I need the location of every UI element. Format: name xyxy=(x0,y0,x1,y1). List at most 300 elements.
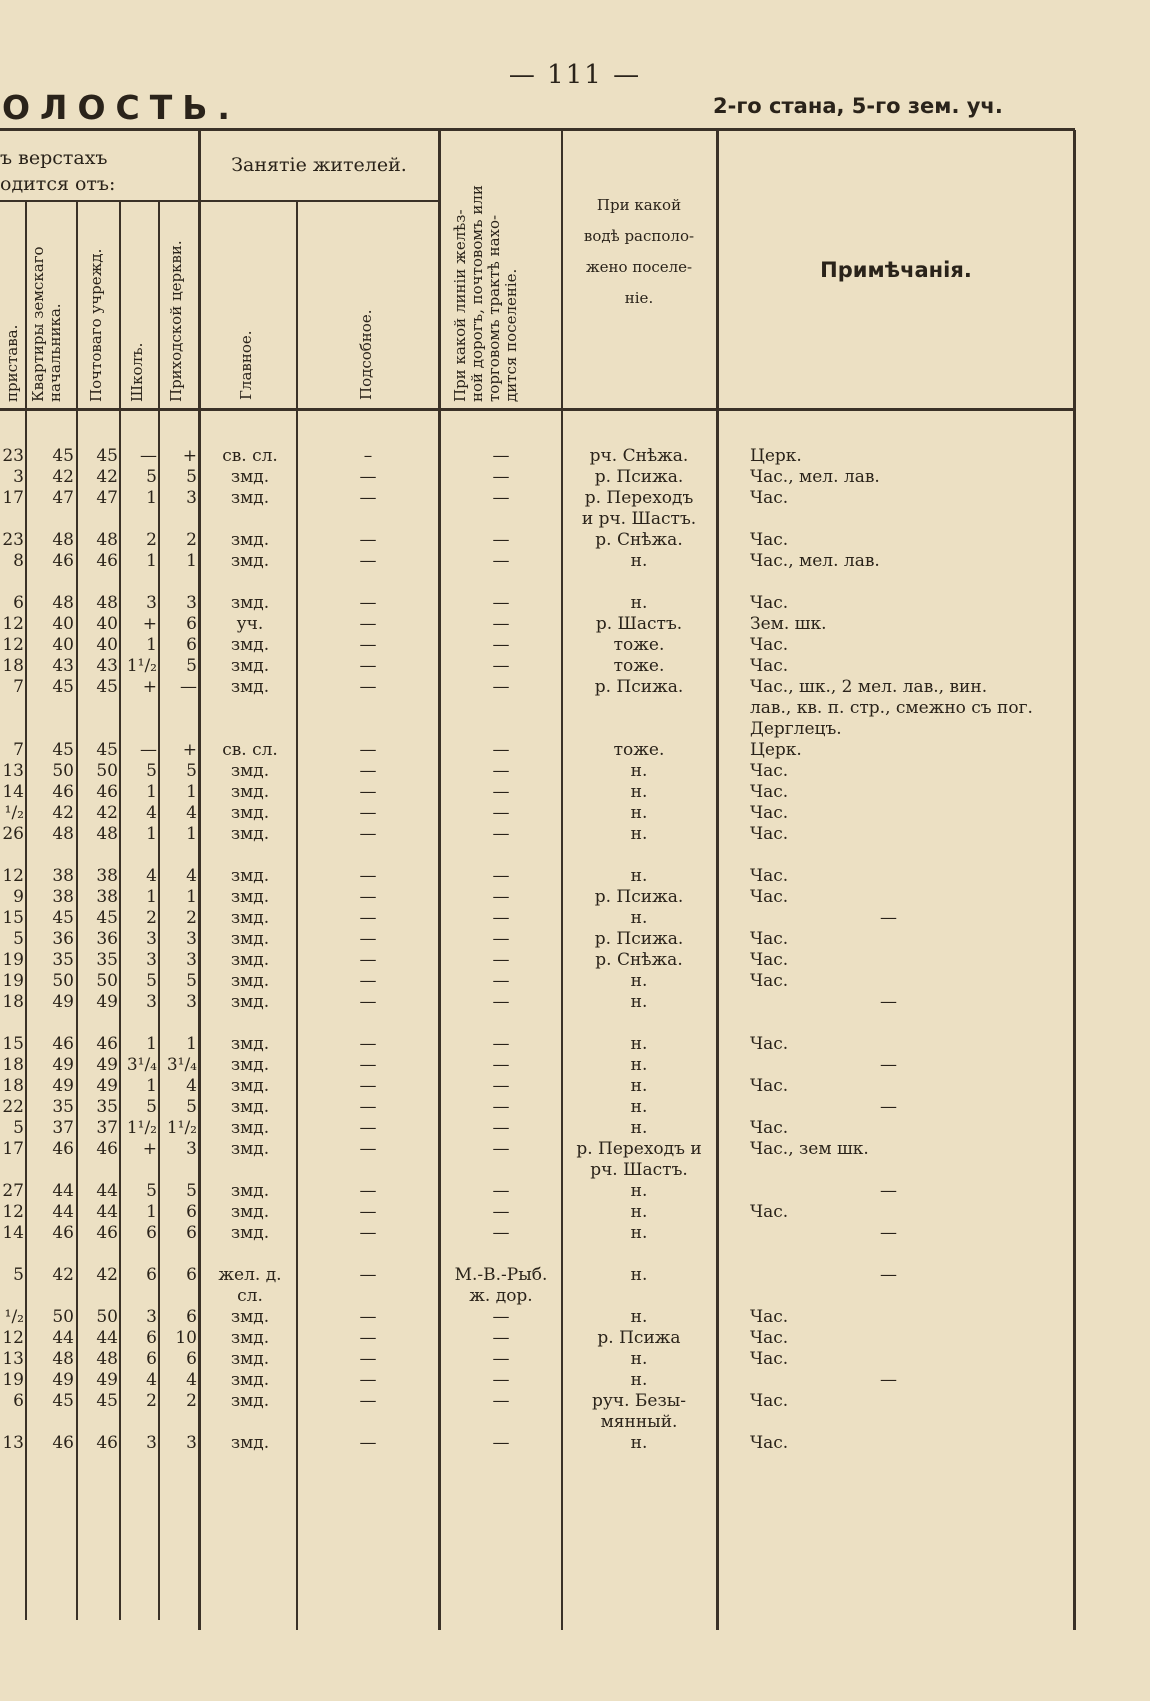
cell-parish-church: 3 xyxy=(186,488,197,508)
cell-notes: Церк. xyxy=(750,446,802,466)
cell-notes: Час., шк., 2 мел. лав., вин. xyxy=(750,677,988,697)
cell-water: н. xyxy=(630,761,648,781)
cell-parish-church: 1¹/₂ xyxy=(166,1118,197,1138)
cell-water: рч. Шастъ. xyxy=(590,1160,688,1180)
cell-railway-tract: — xyxy=(492,446,510,466)
cell-schools: 3¹/₄ xyxy=(126,1055,157,1075)
cell-pristav: 18 xyxy=(2,1055,24,1075)
cell-notes: Час. xyxy=(750,1118,789,1138)
cell-post-office: 45 xyxy=(96,740,118,760)
cell-auxiliary-occupation: — xyxy=(359,992,377,1012)
cell-notes: Час. xyxy=(750,803,789,823)
cell-parish-church: 5 xyxy=(186,761,197,781)
cell-pristav: 27 xyxy=(2,1181,24,1201)
cell-railway-tract: — xyxy=(492,929,510,949)
cell-schools: 2 xyxy=(146,530,157,550)
cell-water: тоже. xyxy=(613,656,665,676)
cell-main-occupation: змд. xyxy=(230,1223,270,1243)
cell-schools: 6 xyxy=(146,1265,157,1285)
cell-pristav: 12 xyxy=(2,866,24,886)
cell-pristav: 12 xyxy=(2,614,24,634)
cell-parish-church: 4 xyxy=(186,866,197,886)
cell-parish-church: 3 xyxy=(186,1139,197,1159)
cell-schools: 4 xyxy=(146,1370,157,1390)
cell-main-occupation: змд. xyxy=(230,929,270,949)
cell-water: н. xyxy=(630,1433,648,1453)
cell-auxiliary-occupation: — xyxy=(359,1307,377,1327)
cell-water: р. Снѣжа. xyxy=(595,950,683,970)
cell-zemsky-chief: 48 xyxy=(52,593,74,613)
cell-notes: Час. xyxy=(750,635,789,655)
cell-zemsky-chief: 46 xyxy=(52,1139,74,1159)
cell-schools: 1 xyxy=(146,887,157,907)
cell-railway-tract: — xyxy=(492,992,510,1012)
cell-railway-tract: М.-В.-Рыб. xyxy=(454,1265,548,1285)
cell-parish-church: 1 xyxy=(186,887,197,907)
cell-main-occupation: змд. xyxy=(230,866,270,886)
cell-pristav: 23 xyxy=(2,446,24,466)
cell-water: н. xyxy=(630,1307,648,1327)
cell-main-occupation: змд. xyxy=(230,1202,270,1222)
cell-post-office: 50 xyxy=(96,761,118,781)
cell-zemsky-chief: 50 xyxy=(52,971,74,991)
cell-post-office: 49 xyxy=(96,1055,118,1075)
cell-pristav: 18 xyxy=(2,1076,24,1096)
cell-railway-tract: — xyxy=(492,1097,510,1117)
cell-notes: Час. xyxy=(750,1202,789,1222)
cell-post-office: 42 xyxy=(96,1265,118,1285)
cell-zemsky-chief: 47 xyxy=(52,488,74,508)
cell-main-occupation: змд. xyxy=(230,908,270,928)
cell-zemsky-chief: 48 xyxy=(52,1349,74,1369)
cell-post-office: 44 xyxy=(96,1328,118,1348)
cell-schools: 5 xyxy=(146,971,157,991)
cell-pristav: 13 xyxy=(2,761,24,781)
cell-post-office: 46 xyxy=(96,782,118,802)
cell-notes: Час. xyxy=(750,929,789,949)
cell-notes: Час. xyxy=(750,824,789,844)
cell-schools: 6 xyxy=(146,1349,157,1369)
cell-main-occupation: змд. xyxy=(230,887,270,907)
cell-notes: — xyxy=(880,1223,897,1243)
cell-schools: 5 xyxy=(146,1181,157,1201)
cell-water: р. Переходъ и xyxy=(576,1139,702,1159)
cell-main-occupation: змд. xyxy=(230,1328,270,1348)
cell-main-occupation: змд. xyxy=(230,488,270,508)
cell-zemsky-chief: 46 xyxy=(52,1433,74,1453)
cell-water: р. Шастъ. xyxy=(595,614,683,634)
cell-auxiliary-occupation: — xyxy=(359,908,377,928)
distance-group-header: ъ верстахъ одится отъ: xyxy=(0,147,116,195)
cell-water: тоже. xyxy=(613,740,665,760)
cell-notes: — xyxy=(880,1097,897,1117)
cell-post-office: 47 xyxy=(96,488,118,508)
cell-zemsky-chief: 42 xyxy=(52,467,74,487)
cell-pristav: 7 xyxy=(13,740,24,760)
cell-pristav: 13 xyxy=(2,1349,24,1369)
cell-main-occupation: змд. xyxy=(230,1181,270,1201)
cell-schools: 1 xyxy=(146,551,157,571)
cell-main-occupation: змд. xyxy=(230,1349,270,1369)
cell-main-occupation: змд. xyxy=(230,782,270,802)
cell-water: н. xyxy=(630,1034,648,1054)
cell-zemsky-chief: 49 xyxy=(52,1055,74,1075)
cell-pristav: 18 xyxy=(2,656,24,676)
cell-notes: Час. xyxy=(750,530,789,550)
cell-zemsky-chief: 42 xyxy=(52,803,74,823)
cell-auxiliary-occupation: — xyxy=(359,866,377,886)
cell-post-office: 42 xyxy=(96,803,118,823)
cell-pristav: 15 xyxy=(2,908,24,928)
cell-schools: 1 xyxy=(146,1034,157,1054)
cell-water: н. xyxy=(630,803,648,823)
cell-parish-church: 5 xyxy=(186,1097,197,1117)
header-post-office: Почтоваго учрежд. xyxy=(87,248,105,402)
cell-zemsky-chief: 46 xyxy=(52,551,74,571)
cell-auxiliary-occupation: — xyxy=(359,1328,377,1348)
cell-water: н. xyxy=(630,1265,648,1285)
cell-schools: 5 xyxy=(146,467,157,487)
cell-water: р. Переходъ xyxy=(584,488,694,508)
cell-main-occupation: уч. xyxy=(236,614,264,634)
cell-schools: 1 xyxy=(146,1076,157,1096)
cell-post-office: 50 xyxy=(96,971,118,991)
cell-parish-church: 3 xyxy=(186,929,197,949)
cell-water: р. Псижа xyxy=(597,1328,681,1348)
cell-schools: 4 xyxy=(146,803,157,823)
cell-notes: Час. xyxy=(750,950,789,970)
cell-notes: — xyxy=(880,908,897,928)
cell-main-occupation: змд. xyxy=(230,1055,270,1075)
cell-post-office: 48 xyxy=(96,530,118,550)
cell-post-office: 46 xyxy=(96,1034,118,1054)
cell-main-occupation: змд. xyxy=(230,467,270,487)
cell-pristav: 12 xyxy=(2,1202,24,1222)
cell-post-office: 37 xyxy=(96,1118,118,1138)
cell-zemsky-chief: 43 xyxy=(52,656,74,676)
cell-zemsky-chief: 50 xyxy=(52,761,74,781)
cell-pristav: 13 xyxy=(2,1433,24,1453)
cell-zemsky-chief: 45 xyxy=(52,908,74,928)
cell-main-occupation: змд. xyxy=(230,551,270,571)
cell-water: и рч. Шастъ. xyxy=(581,509,697,529)
cell-pristav: 5 xyxy=(13,929,24,949)
cell-auxiliary-occupation: — xyxy=(359,1076,377,1096)
cell-auxiliary-occupation: — xyxy=(359,467,377,487)
cell-pristav: 12 xyxy=(2,635,24,655)
cell-post-office: 44 xyxy=(96,1181,118,1201)
cell-zemsky-chief: 44 xyxy=(52,1328,74,1348)
header-railway-tract: При какой линіи желѣз- ной дорогъ, почтовомъ или торговомъ трактѣ нахо- дится поселеніе. xyxy=(451,185,520,402)
cell-zemsky-chief: 48 xyxy=(52,824,74,844)
header-parish-church: Приходской церкви. xyxy=(167,240,185,402)
cell-railway-tract: — xyxy=(492,761,510,781)
cell-auxiliary-occupation: — xyxy=(359,887,377,907)
cell-auxiliary-occupation: — xyxy=(359,1349,377,1369)
cell-schools: 1 xyxy=(146,1202,157,1222)
cell-parish-church: 3 xyxy=(186,992,197,1012)
header-pristav: пристава. xyxy=(3,324,21,402)
cell-schools: 2 xyxy=(146,1391,157,1411)
cell-railway-tract: — xyxy=(492,530,510,550)
cell-post-office: 49 xyxy=(96,1076,118,1096)
cell-railway-tract: — xyxy=(492,1181,510,1201)
cell-notes: — xyxy=(880,1181,897,1201)
cell-auxiliary-occupation: — xyxy=(359,530,377,550)
cell-notes: Час. xyxy=(750,887,789,907)
cell-railway-tract: ж. дор. xyxy=(469,1286,533,1306)
cell-railway-tract: — xyxy=(492,1433,510,1453)
cell-schools: 1 xyxy=(146,635,157,655)
cell-water: тоже. xyxy=(613,635,665,655)
cell-railway-tract: — xyxy=(492,593,510,613)
cell-railway-tract: — xyxy=(492,887,510,907)
cell-pristav: 19 xyxy=(2,971,24,991)
cell-schools: + xyxy=(142,677,157,697)
cell-post-office: 44 xyxy=(96,1202,118,1222)
cell-auxiliary-occupation: — xyxy=(359,656,377,676)
cell-main-occupation: змд. xyxy=(230,1118,270,1138)
cell-parish-church: 2 xyxy=(186,530,197,550)
header-auxiliary-occupation: Подсобное. xyxy=(357,309,375,400)
cell-pristav: 5 xyxy=(13,1265,24,1285)
cell-zemsky-chief: 45 xyxy=(52,677,74,697)
cell-main-occupation: змд. xyxy=(230,1097,270,1117)
cell-pristav: 6 xyxy=(13,1391,24,1411)
cell-water: р. Псижа. xyxy=(594,887,684,907)
cell-parish-church: 6 xyxy=(186,1202,197,1222)
cell-auxiliary-occupation: — xyxy=(359,1055,377,1075)
cell-railway-tract: — xyxy=(492,488,510,508)
cell-auxiliary-occupation: — xyxy=(359,1265,377,1285)
cell-zemsky-chief: 44 xyxy=(52,1202,74,1222)
cell-railway-tract: — xyxy=(492,782,510,802)
cell-railway-tract: — xyxy=(492,677,510,697)
header-main-occupation: Главное. xyxy=(237,330,255,400)
cell-main-occupation: змд. xyxy=(230,1034,270,1054)
cell-parish-church: 5 xyxy=(186,971,197,991)
cell-main-occupation: змд. xyxy=(230,1076,270,1096)
page-number: — 111 — xyxy=(508,60,642,90)
cell-railway-tract: — xyxy=(492,1139,510,1159)
cell-auxiliary-occupation: — xyxy=(359,635,377,655)
cell-parish-church: 10 xyxy=(175,1328,197,1348)
volost-title: ОЛОСТЬ. xyxy=(2,88,240,127)
cell-railway-tract: — xyxy=(492,551,510,571)
cell-main-occupation: св. сл. xyxy=(222,740,278,760)
cell-auxiliary-occupation: — xyxy=(359,782,377,802)
cell-auxiliary-occupation: — xyxy=(359,593,377,613)
header-zemsky-chief: Квартиры земскаго начальника. xyxy=(29,246,64,402)
cell-main-occupation: змд. xyxy=(230,971,270,991)
cell-pristav: 5 xyxy=(13,1118,24,1138)
cell-post-office: 35 xyxy=(96,1097,118,1117)
cell-water: р. Псижа. xyxy=(594,929,684,949)
cell-railway-tract: — xyxy=(492,656,510,676)
cell-parish-church: 4 xyxy=(186,1076,197,1096)
cell-post-office: 45 xyxy=(96,908,118,928)
cell-railway-tract: — xyxy=(492,1307,510,1327)
cell-auxiliary-occupation: — xyxy=(359,971,377,991)
cell-railway-tract: — xyxy=(492,1328,510,1348)
cell-schools: 3 xyxy=(146,593,157,613)
cell-water: н. xyxy=(630,782,648,802)
cell-auxiliary-occupation: — xyxy=(359,677,377,697)
cell-schools: 1 xyxy=(146,782,157,802)
cell-railway-tract: — xyxy=(492,1223,510,1243)
cell-railway-tract: — xyxy=(492,1076,510,1096)
cell-railway-tract: — xyxy=(492,1349,510,1369)
cell-post-office: 46 xyxy=(96,1433,118,1453)
cell-water: н. xyxy=(630,593,648,613)
cell-railway-tract: — xyxy=(492,1055,510,1075)
cell-schools: 3 xyxy=(146,950,157,970)
cell-schools: 1 xyxy=(146,824,157,844)
cell-parish-church: 5 xyxy=(186,1181,197,1201)
cell-parish-church: 6 xyxy=(186,1223,197,1243)
cell-schools: 3 xyxy=(146,1307,157,1327)
cell-water: н. xyxy=(630,1076,648,1096)
cell-notes: Дерглецъ. xyxy=(750,719,842,739)
cell-pristav: ¹/₂ xyxy=(4,1307,24,1327)
cell-post-office: 38 xyxy=(96,866,118,886)
cell-schools: — xyxy=(140,446,157,466)
cell-post-office: 45 xyxy=(96,446,118,466)
cell-notes: Час. xyxy=(750,656,789,676)
cell-post-office: 40 xyxy=(96,635,118,655)
cell-main-occupation: змд. xyxy=(230,824,270,844)
cell-schools: + xyxy=(142,614,157,634)
cell-water: р. Псижа. xyxy=(594,467,684,487)
cell-auxiliary-occupation: — xyxy=(359,1118,377,1138)
cell-notes: Час. xyxy=(750,593,789,613)
header-water: При какой водѣ располо- жено поселе- ніе. xyxy=(583,196,695,307)
cell-parish-church: + xyxy=(182,446,197,466)
cell-main-occupation: змд. xyxy=(230,1433,270,1453)
cell-parish-church: 4 xyxy=(186,803,197,823)
cell-pristav: 18 xyxy=(2,992,24,1012)
cell-pristav: 12 xyxy=(2,1328,24,1348)
cell-pristav: 8 xyxy=(13,551,24,571)
cell-auxiliary-occupation: — xyxy=(359,488,377,508)
cell-pristav: 14 xyxy=(2,1223,24,1243)
cell-auxiliary-occupation: — xyxy=(359,1433,377,1453)
cell-zemsky-chief: 37 xyxy=(52,1118,74,1138)
cell-main-occupation: змд. xyxy=(230,761,270,781)
cell-railway-tract: — xyxy=(492,803,510,823)
cell-schools: 6 xyxy=(146,1328,157,1348)
cell-main-occupation: змд. xyxy=(230,1370,270,1390)
cell-pristav: 15 xyxy=(2,1034,24,1054)
cell-railway-tract: — xyxy=(492,908,510,928)
cell-post-office: 48 xyxy=(96,824,118,844)
cell-notes: Час., зем шк. xyxy=(750,1139,869,1159)
cell-water: н. xyxy=(630,1349,648,1369)
cell-railway-tract: — xyxy=(492,467,510,487)
cell-pristav: 3 xyxy=(13,467,24,487)
cell-main-occupation: змд. xyxy=(230,677,270,697)
cell-parish-church: 4 xyxy=(186,1370,197,1390)
cell-main-occupation: жел. д. xyxy=(218,1265,282,1285)
cell-main-occupation: змд. xyxy=(230,635,270,655)
cell-auxiliary-occupation: — xyxy=(359,614,377,634)
cell-pristav: 14 xyxy=(2,782,24,802)
cell-auxiliary-occupation: — xyxy=(359,1202,377,1222)
cell-zemsky-chief: 49 xyxy=(52,992,74,1012)
cell-notes: Час., мел. лав. xyxy=(750,467,880,487)
cell-schools: 3 xyxy=(146,992,157,1012)
cell-post-office: 48 xyxy=(96,593,118,613)
cell-auxiliary-occupation: — xyxy=(359,551,377,571)
cell-water: н. xyxy=(630,551,648,571)
cell-notes: Час. xyxy=(750,1076,789,1096)
cell-railway-tract: — xyxy=(492,635,510,655)
cell-auxiliary-occupation: – xyxy=(363,446,373,466)
cell-post-office: 43 xyxy=(96,656,118,676)
cell-schools: 2 xyxy=(146,908,157,928)
cell-parish-church: 6 xyxy=(186,635,197,655)
cell-water: н. xyxy=(630,1118,648,1138)
cell-railway-tract: — xyxy=(492,614,510,634)
cell-zemsky-chief: 35 xyxy=(52,950,74,970)
cell-notes: Час. xyxy=(750,782,789,802)
cell-water: н. xyxy=(630,824,648,844)
cell-zemsky-chief: 45 xyxy=(52,446,74,466)
cell-water: рч. Снѣжа. xyxy=(589,446,689,466)
cell-notes: Час., мел. лав. xyxy=(750,551,880,571)
cell-schools: 1¹/₂ xyxy=(126,1118,157,1138)
cell-parish-church: 6 xyxy=(186,1265,197,1285)
cell-water: н. xyxy=(630,1097,648,1117)
cell-pristav: 26 xyxy=(2,824,24,844)
cell-post-office: 45 xyxy=(96,1391,118,1411)
cell-auxiliary-occupation: — xyxy=(359,1223,377,1243)
cell-parish-church: 3 xyxy=(186,1433,197,1453)
cell-notes: Час. xyxy=(750,1034,789,1054)
cell-water: н. xyxy=(630,1223,648,1243)
cell-main-occupation: змд. xyxy=(230,992,270,1012)
cell-notes: лав., кв. п. стр., смежно съ пог. xyxy=(750,698,1033,718)
cell-water: н. xyxy=(630,1202,648,1222)
cell-zemsky-chief: 40 xyxy=(52,614,74,634)
cell-post-office: 46 xyxy=(96,551,118,571)
cell-zemsky-chief: 38 xyxy=(52,887,74,907)
cell-zemsky-chief: 49 xyxy=(52,1076,74,1096)
cell-notes: — xyxy=(880,1265,897,1285)
cell-main-occupation: сл. xyxy=(237,1286,263,1306)
cell-post-office: 48 xyxy=(96,1349,118,1369)
cell-zemsky-chief: 40 xyxy=(52,635,74,655)
cell-parish-church: 2 xyxy=(186,908,197,928)
cell-auxiliary-occupation: — xyxy=(359,803,377,823)
cell-parish-church: 1 xyxy=(186,782,197,802)
cell-notes: Час. xyxy=(750,488,789,508)
cell-water: руч. Безы- xyxy=(591,1391,687,1411)
cell-zemsky-chief: 50 xyxy=(52,1307,74,1327)
cell-schools: 5 xyxy=(146,761,157,781)
cell-railway-tract: — xyxy=(492,971,510,991)
header-schools: Школъ. xyxy=(128,342,146,402)
cell-post-office: 50 xyxy=(96,1307,118,1327)
cell-parish-church: + xyxy=(182,740,197,760)
cell-auxiliary-occupation: — xyxy=(359,929,377,949)
cell-notes: — xyxy=(880,992,897,1012)
cell-railway-tract: — xyxy=(492,1370,510,1390)
cell-main-occupation: змд. xyxy=(230,530,270,550)
cell-zemsky-chief: 42 xyxy=(52,1265,74,1285)
cell-railway-tract: — xyxy=(492,740,510,760)
cell-railway-tract: — xyxy=(492,1202,510,1222)
